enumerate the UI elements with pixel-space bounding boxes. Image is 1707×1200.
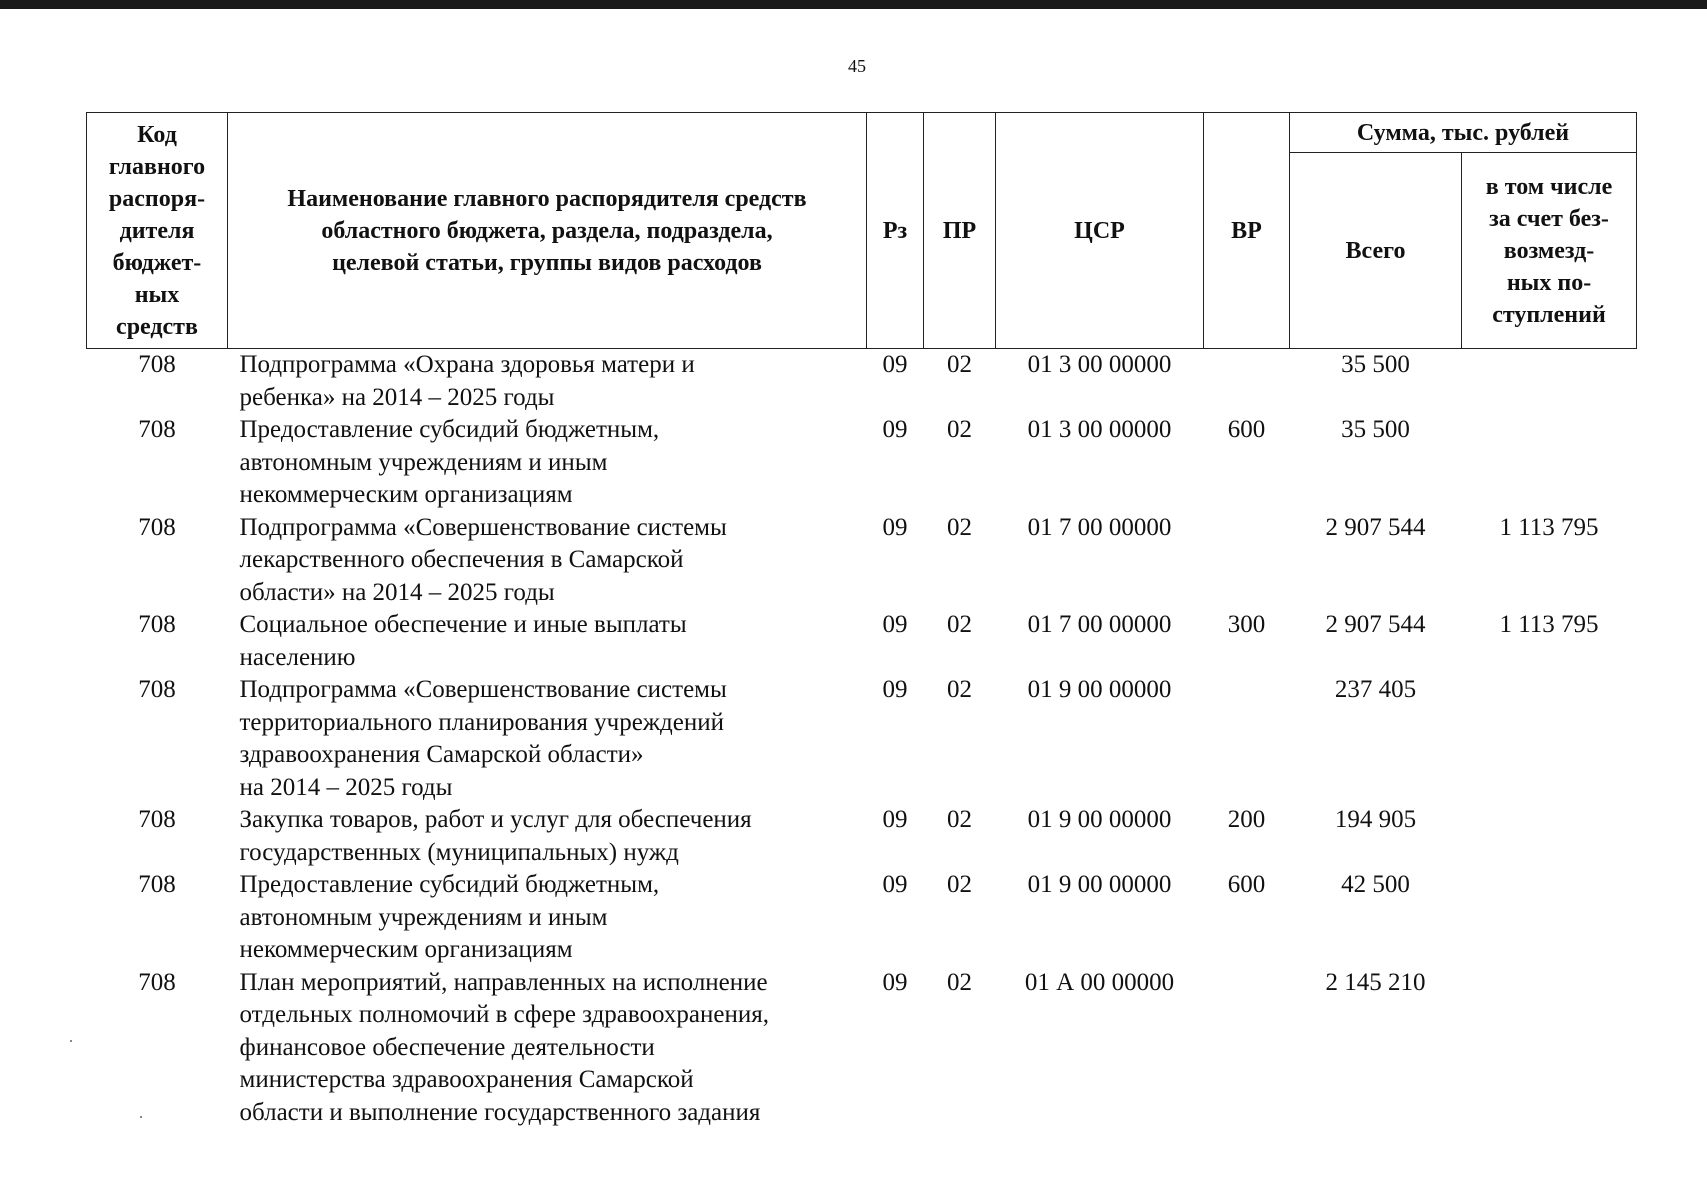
cell-vr [1204,512,1290,610]
cell-total: 2 907 544 [1325,513,1426,541]
table-row [87,609,1637,674]
cell-grant: 1 113 795 [1499,513,1599,541]
budget-table [86,112,1637,1129]
cell-name-line: государственных (муниципальных) нужд [239,838,679,866]
cell-code: 708 [138,676,176,703]
header-grant-text [1466,171,1632,331]
cell-csr: 01 3 00 00000 [1027,416,1172,443]
header-code-line: ных [134,281,180,308]
scan-speck [70,1040,72,1042]
cell-name-line: Подпрограмма «Совершенствование системы [239,513,727,541]
cell-name-line: здравоохранения Самарской области» [239,741,644,768]
cell-name-line: автономным учреждениям и иным [239,903,608,931]
cell-total: 42 500 [1341,871,1410,898]
header-code-text [91,119,223,343]
cell-csr: 01 9 00 00000 [1027,871,1172,898]
table-row [87,804,1637,869]
header-code [87,113,228,349]
header-name-text [232,183,862,279]
cell-rz: 09 [882,351,908,378]
cell-code: 708 [138,968,176,996]
cell-name-line: на 2014 – 2025 годы [239,773,453,801]
header-grant-line: в том числе [1485,173,1613,200]
cell-grant: 1 113 795 [1499,611,1599,638]
cell-name-line: министерства здравоохранения Самарской [239,1066,694,1093]
cell-pr: 02 [947,676,972,703]
cell-name-line: автономным учреждениям и иным [239,448,608,476]
table-row [87,414,1637,512]
cell-name-line: некоммерческим организациям [239,481,573,508]
cell-vr [1204,674,1290,804]
cell-name-line: Подпрограмма «Совершенствование системы [239,676,727,703]
cell-name-line: лекарственного обеспечения в Самарской [239,546,684,573]
cell-vr: 300 [1227,611,1266,638]
cell-name-line: населению [239,643,356,671]
header-total: Всего [1290,153,1462,349]
table-row [87,869,1637,967]
cell-name [228,609,867,674]
cell-name [228,804,867,869]
cell-code: 708 [138,611,176,638]
cell-rz: 09 [882,676,908,703]
cell-name [228,512,867,610]
cell-csr: 01 7 00 00000 [1027,513,1172,541]
cell-name [228,967,867,1130]
table-row [87,674,1637,804]
header-code-line: средств [116,313,198,340]
cell-vr [1204,349,1290,415]
cell-rz: 09 [882,968,908,996]
cell-pr: 02 [947,513,972,541]
cell-csr: 01 3 00 00000 [1027,351,1172,378]
cell-total: 194 905 [1334,806,1417,833]
cell-code: 708 [138,513,176,541]
header-pr: ПР [924,113,996,349]
cell-csr: 01 9 00 00000 [1027,676,1172,703]
cell-pr: 02 [947,871,972,898]
cell-name [228,869,867,967]
cell-name-line: Закупка товаров, работ и услуг для обеспечения [239,806,752,833]
cell-name-line: территориального планирования учреждений [239,708,725,736]
cell-rz: 09 [882,611,908,638]
cell-total: 35 500 [1341,416,1410,443]
header-code-line: бюджет- [112,249,202,276]
cell-name-line: отдельных полномочий в сфере здравоохранения, [239,1001,769,1028]
cell-pr: 02 [947,968,972,996]
cell-rz: 09 [882,871,908,898]
cell-name-line: Предоставление субсидий бюджетным, [239,416,660,443]
header-code-line: главного [108,153,206,180]
cell-grant [1462,967,1637,1130]
cell-name-line: области» на 2014 – 2025 годы [239,578,555,606]
cell-total: 2 907 544 [1325,611,1426,638]
table-row [87,512,1637,610]
header-grant-line: ступлений [1492,301,1606,328]
cell-name [228,414,867,512]
cell-vr: 200 [1227,806,1266,833]
cell-vr [1204,967,1290,1130]
cell-pr: 02 [947,351,972,378]
cell-grant [1462,869,1637,967]
header-sum: Сумма, тыс. рублей [1290,113,1637,153]
cell-grant [1462,674,1637,804]
cell-name [228,349,867,415]
header-vr: ВР [1204,113,1290,349]
cell-grant [1462,414,1637,512]
header-grant [1462,153,1637,349]
header-name [228,113,867,349]
header-grant-line: ных по- [1506,269,1592,296]
cell-code: 708 [138,351,176,378]
cell-rz: 09 [882,806,908,833]
cell-name [228,674,867,804]
cell-code: 708 [138,806,176,833]
cell-total: 35 500 [1341,351,1410,378]
header-code-line: дителя [119,217,195,244]
header-name-line: Наименование главного распорядителя средств [287,185,807,212]
header-grant-line: возмезд- [1503,237,1595,264]
cell-csr: 01 А 00 00000 [1024,968,1175,996]
cell-vr: 600 [1227,871,1266,898]
cell-name-line: План мероприятий, направленных на исполнение [239,968,768,996]
header-name-line: целевой статьи, группы видов расходов [332,249,762,276]
header-code-line: Код [137,121,177,148]
cell-total: 2 145 210 [1325,968,1426,996]
cell-name-line: Социальное обеспечение и иные выплаты [239,611,687,638]
scan-speck [140,1116,142,1118]
cell-name-line: области и выполнение государственного задания [239,1098,761,1126]
cell-code: 708 [138,416,176,443]
header-csr: ЦСР [996,113,1204,349]
table-row [87,967,1637,1130]
cell-rz: 09 [882,416,908,443]
cell-grant [1462,804,1637,869]
table-header [87,113,1637,349]
cell-csr: 01 7 00 00000 [1027,611,1172,638]
cell-vr: 600 [1227,416,1266,443]
table-row [87,349,1637,415]
cell-pr: 02 [947,806,972,833]
header-code-line: распоря- [108,185,206,212]
header-grant-line: за счет без- [1489,205,1609,232]
cell-name-line: Подпрограмма «Охрана здоровья матери и [239,351,695,378]
cell-name-line: ребенка» на 2014 – 2025 годы [239,383,555,411]
table-body [87,349,1637,1130]
cell-name-line: финансовое обеспечение деятельности [239,1033,655,1061]
page-number: 45 [848,56,866,76]
cell-total: 237 405 [1334,676,1417,703]
cell-name-line: некоммерческим организациям [239,936,573,963]
cell-grant [1462,349,1637,415]
cell-pr: 02 [947,416,972,443]
cell-csr: 01 9 00 00000 [1027,806,1172,833]
cell-code: 708 [138,871,176,898]
header-name-line: областного бюджета, раздела, подраздела, [321,217,773,244]
header-rz: Рз [867,113,924,349]
cell-rz: 09 [882,513,908,541]
cell-pr: 02 [947,611,972,638]
scan-edge [0,0,1707,9]
cell-name-line: Предоставление субсидий бюджетным, [239,871,660,898]
